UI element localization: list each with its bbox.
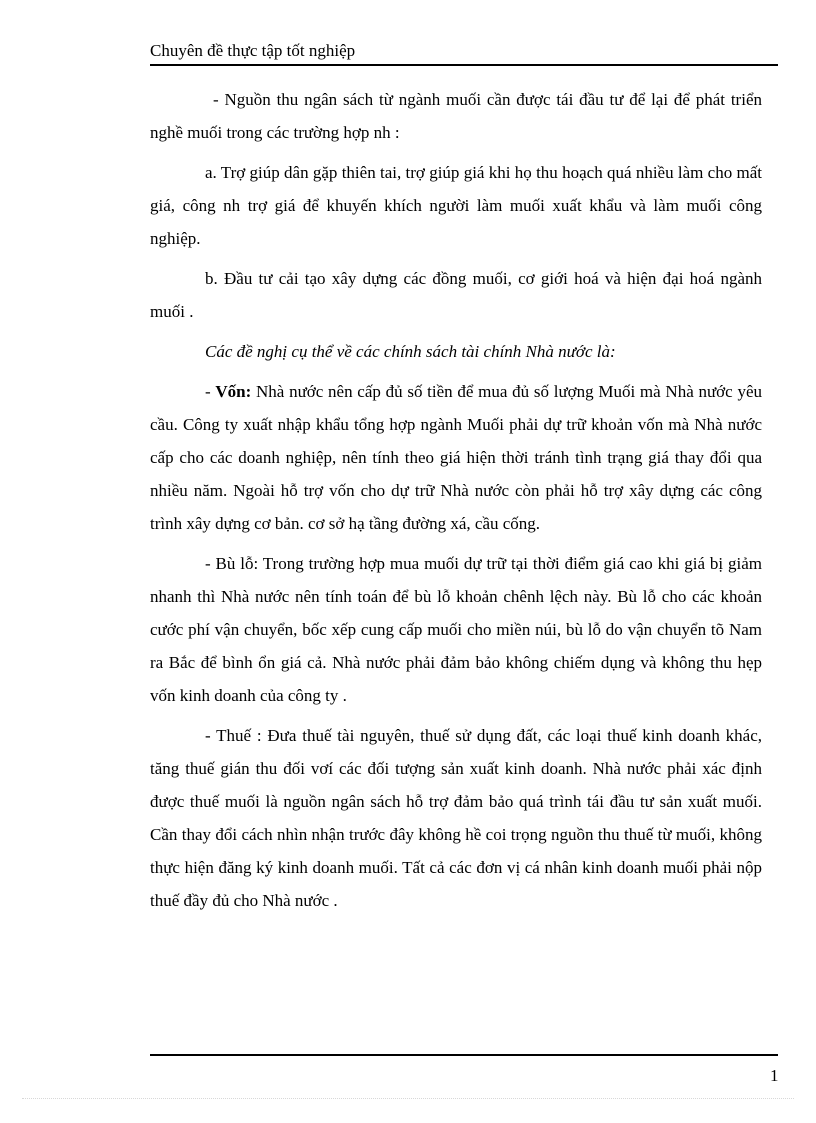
paragraph-loss-compensation: - Bù lỗ: Trong trường hợp mua muối dự trữ tại thời điểm giá cao khi giá bị giảm nhanh thì Nhà nước nên tính toán để bù lỗ khoản chênh lệch này. Bù lỗ cho các khoản cước phí vận chuyển, bốc xếp cung cấp muối cho miền núi, bù lỗ do vận chuyển tõ Nam ra Bắc để bình ổn giá cả. Nhà nước phải đảm bảo không chiếm dụng và không thu hẹp vốn kinh doanh của công ty .: [150, 554, 762, 705]
page-number: 1: [770, 1066, 779, 1085]
header-title: Chuyên đề thực tập tốt nghiệp: [150, 41, 356, 60]
capital-lead: Vốn:: [215, 382, 252, 401]
paragraph-budget-reinvestment: - Nguồn thu ngân sách từ ngành muối cần được tái đầu tư để lại để phát triển nghề muối trong các trường hợp nh :: [150, 90, 762, 142]
page-header: [150, 40, 778, 66]
paragraph-proposals-heading: Các đề nghị cụ thể về các chính sách tài chính Nhà nước là:: [205, 342, 616, 361]
paragraph-capital: - Vốn: Nhà nước nên cấp đủ số tiền để mua đủ số lượng Muối mà Nhà nước yêu cầu. Công ty xuất nhập khẩu tổng hợp ngành Muối phải dự trữ khoản vốn mà Nhà nước cấp cho các doanh nghiệp, nên tính theo giá hiện thời tránh tình trạng giá thay đổi qua nhiều năm. Ngoài hỗ trợ vốn cho dự trữ Nhà nước còn phải hỗ trợ xây dựng các công trình xây dựng cơ bản. cơ sở hạ tầng đường xá, cầu cống.: [150, 382, 762, 533]
page-bottom-border: [22, 1098, 794, 1099]
document-body: [150, 83, 762, 924]
footer-divider: [150, 1054, 778, 1056]
paragraph-tax: - Thuế : Đưa thuế tài nguyên, thuế sử dụng đất, các loại thuế kinh doanh khác, tăng thuế gián thu đối vơí các đối tượng sản xuất kinh doanh. Nhà nước phải xác định được thuế muối là nguồn ngân sách hỗ trợ đảm bảo quá trình tái đầu tư sản xuất muối. Cần thay đổi cách nhìn nhận trước đây không hề coi trọng nguồn thu thuế từ muối, không thực hiện đăng ký kinh doanh muối. Tất cả các đơn vị cá nhân kinh doanh muối phải nộp thuế đầy đủ cho Nhà nước .: [150, 726, 762, 910]
paragraph-item-a: a. Trợ giúp dân gặp thiên tai, trợ giúp giá khi họ thu hoạch quá nhiều làm cho mất giá, công nh trợ giá để khuyến khích người làm muối xuất khẩu và làm muối công nghiệp.: [150, 163, 762, 248]
paragraph-item-b: b. Đầu tư cải tạo xây dựng các đồng muối, cơ giới hoá và hiện đại hoá ngành muối .: [150, 269, 762, 321]
capital-text: Nhà nước nên cấp đủ số tiền để mua đủ số lượng Muối mà Nhà nước yêu cầu. Công ty xuất nhập khẩu tổng hợp ngành Muối phải dự trữ khoản vốn mà Nhà nước cấp cho các doanh nghiệp, nên tính theo giá hiện thời tránh tình trạng giá thay đổi qua nhiều năm. Ngoài hỗ trợ vốn cho dự trữ Nhà nước còn phải hỗ trợ xây dựng các công trình xây dựng cơ bản. cơ sở hạ tầng đường xá, cầu cống.: [150, 382, 762, 533]
